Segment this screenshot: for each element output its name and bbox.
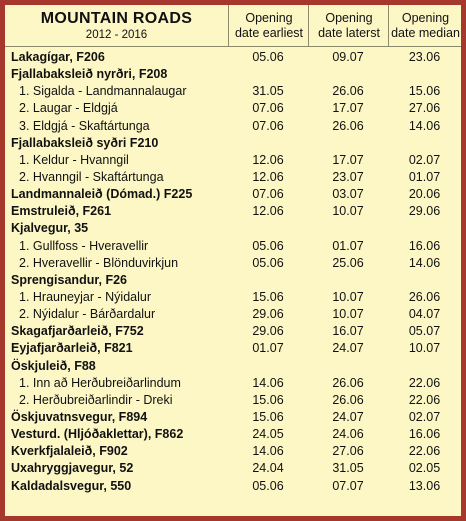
opening-median: 04.07 xyxy=(408,307,441,322)
opening-latest: 24.07 xyxy=(332,341,364,356)
opening-median: 26.06 xyxy=(408,289,441,304)
table-row xyxy=(5,409,461,426)
table-row xyxy=(5,186,461,203)
table-row xyxy=(5,289,461,306)
table-row xyxy=(5,100,461,117)
opening-earliest: 15.06 xyxy=(252,409,284,424)
opening-latest: 03.07 xyxy=(332,187,364,202)
table-row xyxy=(5,340,461,357)
opening-median: 02.07 xyxy=(408,152,441,167)
road-name: 2. Herðubreiðarlindir - Dreki xyxy=(19,392,173,407)
opening-median: 29.06 xyxy=(408,204,441,219)
header-earliest-line2: date earliest xyxy=(234,25,304,40)
table-row xyxy=(5,392,461,409)
table-years: 2012 - 2016 xyxy=(85,28,148,41)
opening-latest: 31.05 xyxy=(332,461,364,476)
table-header xyxy=(5,5,461,47)
opening-latest: 09.07 xyxy=(332,50,364,64)
opening-earliest: 24.04 xyxy=(252,461,284,476)
table-row xyxy=(5,169,461,186)
header-earliest xyxy=(228,5,309,46)
opening-earliest: 05.06 xyxy=(252,50,284,64)
opening-earliest: 15.06 xyxy=(252,392,284,407)
table-row xyxy=(5,49,461,66)
table-title: MOUNTAIN ROADS xyxy=(40,9,193,27)
table-row xyxy=(5,272,461,289)
table-row xyxy=(5,66,461,83)
opening-earliest: 14.06 xyxy=(252,444,284,459)
header-median xyxy=(388,5,462,46)
table-body xyxy=(5,49,461,495)
opening-latest: 26.06 xyxy=(332,84,364,99)
opening-earliest: 07.06 xyxy=(252,118,284,133)
opening-median: 05.07 xyxy=(408,324,441,339)
opening-earliest: 12.06 xyxy=(252,169,284,184)
opening-latest: 24.07 xyxy=(332,409,364,424)
opening-median: 20.06 xyxy=(408,187,441,202)
road-name: 3. Eldgjá - Skaftártunga xyxy=(19,118,150,133)
table-row xyxy=(5,426,461,443)
opening-median: 10.07 xyxy=(408,341,441,356)
road-name: 1. Keldur - Hvanngil xyxy=(19,152,129,167)
opening-latest: 26.06 xyxy=(332,118,364,133)
road-name: Uxahryggjavegur, 52 xyxy=(11,461,134,476)
table-row xyxy=(5,255,461,272)
opening-earliest: 31.05 xyxy=(252,84,284,99)
opening-median: 22.06 xyxy=(408,444,441,459)
road-name: Eyjafjarðarleið, F821 xyxy=(11,341,133,356)
header-latest xyxy=(308,5,389,46)
road-name: Skagafjarðarleið, F752 xyxy=(11,324,144,339)
road-name: Kjalvegur, 35 xyxy=(11,221,89,236)
opening-earliest: 01.07 xyxy=(252,341,284,356)
opening-earliest: 29.06 xyxy=(252,307,284,322)
opening-median: 22.06 xyxy=(408,392,441,407)
table-row xyxy=(5,83,461,100)
opening-median: 22.06 xyxy=(408,375,441,390)
opening-earliest: 15.06 xyxy=(252,289,284,304)
table-row xyxy=(5,323,461,340)
opening-earliest: 24.05 xyxy=(252,427,284,442)
opening-latest: 26.06 xyxy=(332,392,364,407)
road-name: 1. Inn að Herðubreiðarlindum xyxy=(19,375,181,390)
opening-earliest: 05.06 xyxy=(252,255,284,270)
opening-median: 23.06 xyxy=(408,50,441,64)
opening-median: 16.06 xyxy=(408,238,441,253)
opening-median: 14.06 xyxy=(408,118,441,133)
opening-earliest: 12.06 xyxy=(252,204,284,219)
opening-latest: 01.07 xyxy=(332,238,364,253)
opening-median: 02.05 xyxy=(408,461,441,476)
road-name: Öskjuleið, F88 xyxy=(11,358,96,373)
table-row xyxy=(5,152,461,169)
opening-latest: 17.07 xyxy=(332,152,364,167)
opening-latest: 23.07 xyxy=(332,169,364,184)
header-median-line1: Opening xyxy=(401,10,450,25)
opening-latest: 07.07 xyxy=(332,478,364,493)
opening-latest: 27.06 xyxy=(332,444,364,459)
road-name: 2. Laugar - Eldgjá xyxy=(19,101,118,116)
table-row xyxy=(5,478,461,495)
table-row xyxy=(5,203,461,220)
opening-earliest: 29.06 xyxy=(252,324,284,339)
road-name: Vesturd. (Hljóðaklettar), F862 xyxy=(11,427,184,442)
opening-earliest: 07.06 xyxy=(252,187,284,202)
table-row xyxy=(5,358,461,375)
opening-latest: 25.06 xyxy=(332,255,364,270)
opening-earliest: 05.06 xyxy=(252,238,284,253)
opening-median: 02.07 xyxy=(408,409,441,424)
header-title-cell xyxy=(5,5,228,46)
road-name: Öskjuvatnsvegur, F894 xyxy=(11,409,148,424)
road-name: Kverkfjalaleið, F902 xyxy=(11,444,128,459)
header-median-line2: date median xyxy=(391,25,460,40)
opening-latest: 24.06 xyxy=(332,427,364,442)
opening-median: 16.06 xyxy=(408,427,441,442)
road-name: Kaldadalsvegur, 550 xyxy=(11,478,132,493)
table-row xyxy=(5,375,461,392)
opening-earliest: 14.06 xyxy=(252,375,284,390)
table-row xyxy=(5,135,461,152)
road-name: Lakagígar, F206 xyxy=(11,50,105,64)
table-row xyxy=(5,443,461,460)
opening-earliest: 07.06 xyxy=(252,101,284,116)
opening-latest: 16.07 xyxy=(332,324,364,339)
road-name: 1. Sigalda - Landmannalaugar xyxy=(19,84,187,99)
table-row xyxy=(5,118,461,135)
road-name: Fjallabaksleið syðri F210 xyxy=(11,135,159,150)
opening-median: 27.06 xyxy=(408,101,441,116)
road-name: Fjallabaksleið nyrðri, F208 xyxy=(11,67,168,82)
road-name: 2. Hvanngil - Skaftártunga xyxy=(19,169,164,184)
opening-earliest: 05.06 xyxy=(252,478,284,493)
road-name: Sprengisandur, F26 xyxy=(11,272,128,287)
table-row xyxy=(5,238,461,255)
road-name: 2. Hveravellir - Blönduvirkjun xyxy=(19,255,179,270)
opening-latest: 26.06 xyxy=(332,375,364,390)
road-name: Emstruleið, F261 xyxy=(11,204,112,219)
opening-latest: 10.07 xyxy=(332,204,364,219)
road-name: Landmannaleið (Dómad.) F225 xyxy=(11,187,193,202)
header-earliest-line1: Opening xyxy=(245,10,293,25)
opening-median: 13.06 xyxy=(408,478,441,493)
header-latest-line1: Opening xyxy=(325,10,373,25)
road-name: 2. Nýidalur - Bárðardalur xyxy=(19,307,156,322)
road-name: 1. Gullfoss - Hveravellir xyxy=(19,238,149,253)
table-row xyxy=(5,220,461,237)
opening-median: 15.06 xyxy=(408,84,441,99)
opening-earliest: 12.06 xyxy=(252,152,284,167)
table-row xyxy=(5,460,461,477)
opening-latest: 10.07 xyxy=(332,307,364,322)
header-latest-line2: date laterst xyxy=(318,25,380,40)
table-row xyxy=(5,306,461,323)
opening-median: 01.07 xyxy=(408,169,441,184)
opening-latest: 17.07 xyxy=(332,101,364,116)
road-name: 1. Hrauneyjar - Nýidalur xyxy=(19,289,151,304)
opening-median: 14.06 xyxy=(408,255,441,270)
opening-latest: 10.07 xyxy=(332,289,364,304)
